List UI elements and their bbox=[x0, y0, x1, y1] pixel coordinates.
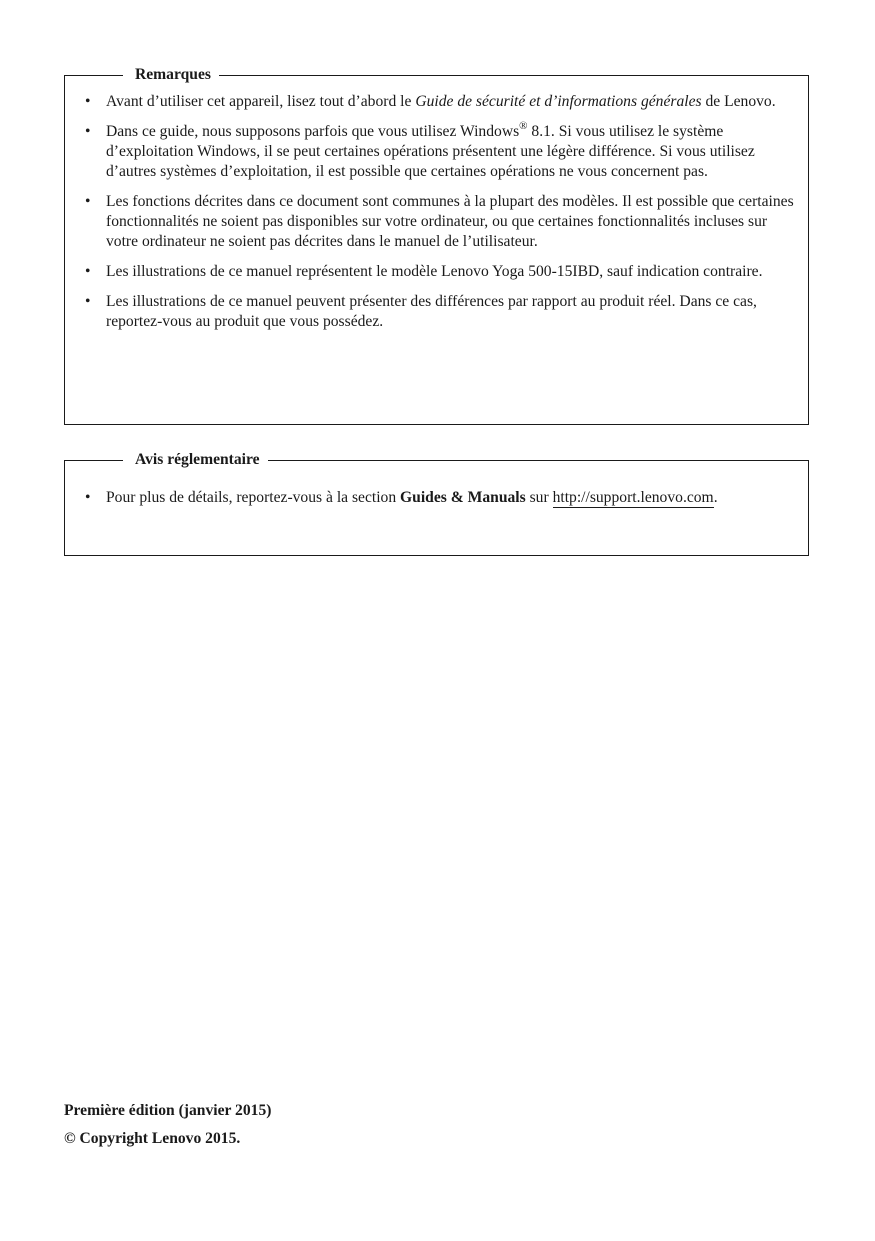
remark-item-5 bbox=[83, 292, 794, 332]
remark-3-text: Les fonctions décrites dans ce document sont communes à la plupart des modèles. Il est possible que certaines fonctionnalités ne soient pas disponibles sur votre ordinateur, ou que certaines fonctionnalités incluses sur votre ordinateur ne soient pas décrites dans le manuel de l’utilisateur. bbox=[106, 193, 794, 250]
notice-text: Pour plus de détails, reportez-vous à la section bbox=[106, 489, 401, 506]
remarks-list bbox=[83, 92, 794, 342]
regulatory-notice-item bbox=[83, 488, 794, 508]
notice-text-middle: sur bbox=[525, 489, 553, 506]
regulatory-notice-box bbox=[64, 451, 809, 556]
remark-1-text-end: de Lenovo. bbox=[701, 93, 776, 110]
remark-item-4 bbox=[83, 262, 794, 282]
safety-guide-title: Guide de sécurité et d’informations générales bbox=[415, 93, 702, 110]
regulatory-notice-list bbox=[83, 488, 794, 518]
remark-2-text-end: 8.1. Si vous utilisez le système d’exploitation Windows, il se peut certaines opérations présentent une légère différence. Si vous utilisez d’autres systèmes d’exploitation, il est possible que certaines opérations ne vous concernent pas. bbox=[106, 123, 755, 180]
remark-2-text: Dans ce guide, nous supposons parfois que vous utilisez Windows bbox=[106, 123, 520, 140]
remark-item-1 bbox=[83, 92, 794, 112]
remarks-title: Remarques bbox=[123, 65, 219, 85]
guides-manuals-label: Guides & Manuals bbox=[400, 489, 526, 506]
edition-line: Première édition (janvier 2015) bbox=[64, 1102, 272, 1119]
notice-text-end: . bbox=[713, 489, 718, 506]
copyright-line: © Copyright Lenovo 2015. bbox=[64, 1130, 241, 1147]
support-link[interactable]: http://support.lenovo.com bbox=[552, 489, 714, 506]
remark-item-2 bbox=[83, 122, 794, 182]
remark-5-text: Les illustrations de ce manuel peuvent présenter des différences par rapport au produit réel. Dans ce cas, reportez-vous au produit que vous possédez. bbox=[106, 293, 757, 330]
remark-4-text: Les illustrations de ce manuel représentent le modèle Lenovo Yoga 500-15IBD, sauf indication contraire. bbox=[106, 263, 763, 280]
remark-1-text: Avant d’utiliser cet appareil, lisez tout d’abord le bbox=[106, 93, 416, 110]
regulatory-notice-title: Avis réglementaire bbox=[123, 450, 268, 470]
remark-item-3 bbox=[83, 192, 794, 252]
registered-mark: ® bbox=[519, 120, 528, 132]
remarks-box bbox=[64, 66, 809, 425]
